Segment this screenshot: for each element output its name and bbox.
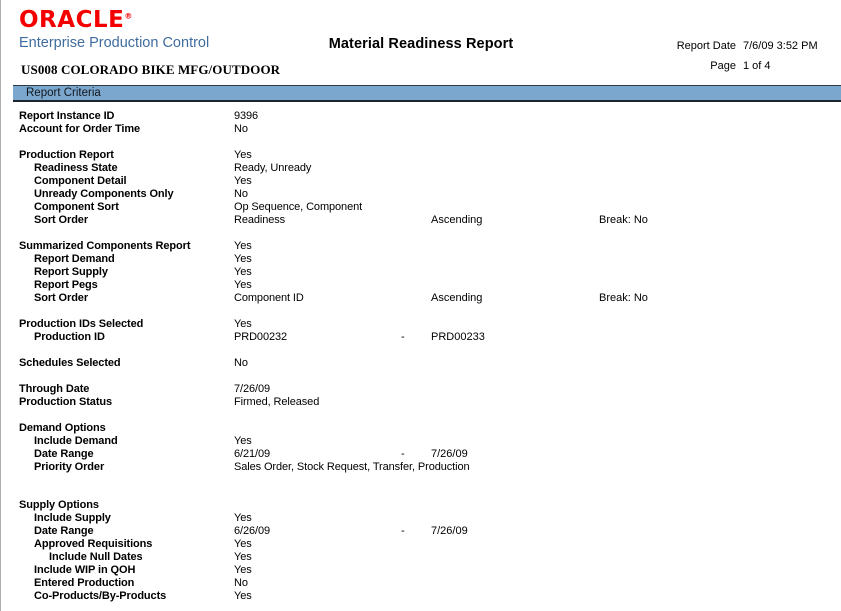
criteria-row (1, 123, 841, 136)
criteria-label: Priority Order (34, 461, 105, 473)
criteria-row (1, 512, 841, 525)
criteria-value: Ready, Unready (234, 162, 312, 174)
criteria-label: Unready Components Only (34, 188, 174, 200)
criteria-value: 7/26/09 (234, 383, 271, 395)
report-header (1, 0, 841, 85)
page-label: Page (710, 60, 736, 72)
criteria-value: Yes (234, 266, 252, 278)
report-meta (677, 40, 829, 80)
report-criteria-banner (13, 85, 841, 102)
product-name: Enterprise Production Control (19, 35, 210, 51)
report-criteria-banner-title: Report Criteria (26, 87, 101, 99)
criteria-label: Report Supply (34, 266, 108, 278)
criteria-label: Through Date (19, 383, 90, 395)
criteria-value: Readiness (234, 214, 286, 226)
criteria-value: Yes (234, 538, 252, 550)
criteria-value: 6/21/09 (234, 448, 271, 460)
criteria-row (1, 110, 841, 123)
criteria-label: Co-Products/By-Products (34, 590, 167, 602)
criteria-label: Production Report (19, 149, 114, 161)
criteria-label: Sort Order (34, 214, 89, 226)
criteria-label: Report Instance ID (19, 110, 115, 122)
criteria-label: Include Demand (34, 435, 118, 447)
criteria-label: Include Supply (34, 512, 111, 524)
criteria-row (1, 396, 841, 409)
criteria-row (1, 214, 841, 227)
criteria-value: No (234, 188, 248, 200)
criteria-value: 9396 (234, 110, 259, 122)
criteria-row (1, 461, 841, 474)
page-value: 1 of 4 (743, 60, 771, 72)
criteria-row (1, 318, 841, 331)
criteria-row (1, 266, 841, 279)
criteria-value: Component ID (234, 292, 304, 304)
criteria-value: Yes (234, 149, 252, 161)
criteria-row (1, 538, 841, 551)
criteria-label: Component Sort (34, 201, 119, 213)
criteria-value: No (234, 357, 248, 369)
criteria-value: Firmed, Released (234, 396, 320, 408)
criteria-range-dash: - (401, 525, 405, 537)
criteria-label: Summarized Components Report (19, 240, 191, 252)
page-title: Material Readiness Report (328, 36, 514, 52)
criteria-row (1, 422, 841, 435)
criteria-value: PRD00232 (234, 331, 288, 343)
criteria-label: Report Pegs (34, 279, 98, 291)
criteria-row (1, 564, 841, 577)
report-criteria-list (1, 110, 841, 603)
criteria-value: Yes (234, 512, 252, 524)
criteria-range-dash: - (401, 448, 405, 460)
criteria-label: Include Null Dates (49, 551, 143, 563)
criteria-label: Production IDs Selected (19, 318, 144, 330)
criteria-value: Yes (234, 253, 252, 265)
criteria-row (1, 551, 841, 564)
criteria-row (1, 162, 841, 175)
criteria-label: Component Detail (34, 175, 127, 187)
criteria-row (1, 499, 841, 512)
criteria-value-secondary: Ascending (431, 292, 483, 304)
criteria-label: Demand Options (19, 422, 106, 434)
criteria-value: Yes (234, 318, 252, 330)
criteria-value: Yes (234, 279, 252, 291)
criteria-value: Yes (234, 551, 252, 563)
criteria-value-secondary: 7/26/09 (431, 448, 468, 460)
criteria-value: Yes (234, 240, 252, 252)
criteria-row (1, 448, 841, 461)
criteria-value-secondary: PRD00233 (431, 331, 485, 343)
criteria-row (1, 357, 841, 370)
criteria-label: Supply Options (19, 499, 99, 511)
criteria-label: Readiness State (34, 162, 118, 174)
criteria-row (1, 240, 841, 253)
criteria-row (1, 331, 841, 344)
criteria-row (1, 149, 841, 162)
criteria-value: Sales Order, Stock Request, Transfer, Production (234, 461, 470, 473)
criteria-value-break: Break: No (599, 214, 648, 226)
criteria-value: 6/26/09 (234, 525, 271, 537)
criteria-row (1, 525, 841, 538)
criteria-row (1, 175, 841, 188)
criteria-value: No (234, 123, 248, 135)
criteria-range-dash: - (401, 331, 405, 343)
criteria-label: Date Range (34, 448, 94, 460)
criteria-value-secondary: 7/26/09 (431, 525, 468, 537)
criteria-row (1, 383, 841, 396)
criteria-row (1, 188, 841, 201)
oracle-logo (19, 9, 209, 32)
criteria-value: Op Sequence, Component (234, 201, 363, 213)
criteria-row (1, 201, 841, 214)
criteria-label: Include WIP in QOH (34, 564, 136, 576)
criteria-row (1, 577, 841, 590)
criteria-row (1, 279, 841, 292)
criteria-value: Yes (234, 564, 252, 576)
oracle-logo-text: ORACLE (19, 7, 125, 33)
criteria-row (1, 292, 841, 305)
report-date-label: Report Date (676, 40, 736, 52)
criteria-label: Entered Production (34, 577, 135, 589)
registered-trademark-icon: ® (124, 11, 133, 21)
criteria-label: Production Status (19, 396, 113, 408)
criteria-value-secondary: Ascending (431, 214, 483, 226)
criteria-row (1, 435, 841, 448)
criteria-value: Yes (234, 435, 252, 447)
criteria-row (1, 590, 841, 603)
criteria-label: Report Demand (34, 253, 115, 265)
page-number-row (677, 60, 829, 72)
criteria-label: Sort Order (34, 292, 89, 304)
criteria-label: Approved Requisitions (34, 538, 153, 550)
criteria-value: Yes (234, 590, 252, 602)
business-unit: US008 COLORADO BIKE MFG/OUTDOOR (21, 62, 281, 77)
report-date-value: 7/6/09 3:52 PM (743, 40, 818, 52)
criteria-label: Schedules Selected (19, 357, 121, 369)
criteria-label: Date Range (34, 525, 94, 537)
criteria-value: Yes (234, 175, 252, 187)
report-date-row (677, 40, 829, 52)
criteria-label: Account for Order Time (19, 123, 141, 135)
criteria-label: Production ID (34, 331, 105, 343)
criteria-row (1, 253, 841, 266)
criteria-value-break: Break: No (599, 292, 648, 304)
criteria-value: No (234, 577, 248, 589)
